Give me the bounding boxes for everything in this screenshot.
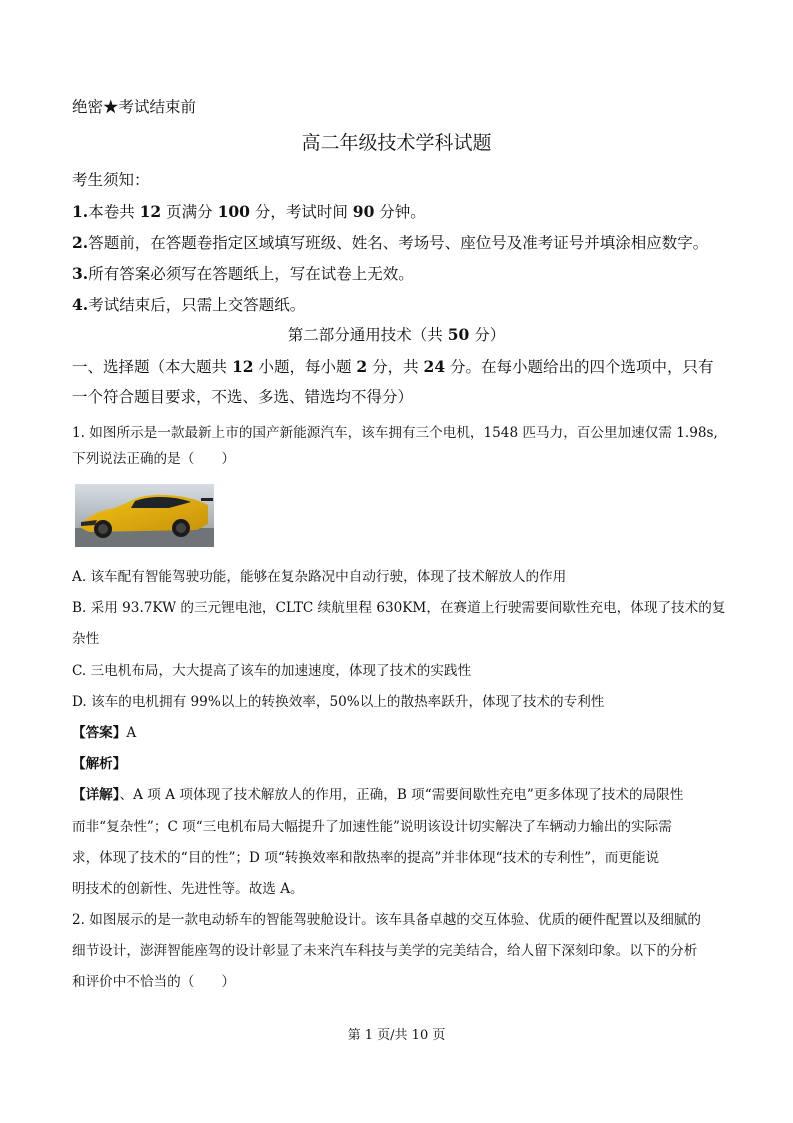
q1-detail-line-1 xyxy=(72,783,683,803)
section-title xyxy=(0,323,793,345)
q1-option-a: A. 该车配有智能驾驶功能，能够在复杂路况中自动行驶，体现了技术解放人的作用 xyxy=(72,569,567,585)
notice-num: 3. xyxy=(72,264,89,283)
answer-value: A xyxy=(126,725,137,741)
notice-text: 本卷共 xyxy=(88,203,140,221)
notice-item-3 xyxy=(72,262,414,284)
page-footer: 第 1 页/共 10 页 xyxy=(347,1028,446,1043)
notice-item-4 xyxy=(72,293,305,315)
notice-bold: 90 xyxy=(352,202,375,221)
q2-stem-line-1: 2. 如图展示的是一款电动轿车的智能驾驶舱设计。该车具备卓越的交互体验、优质的硬件配置以及细腻的 xyxy=(72,912,702,928)
q1-option-c: C. 三电机布局，大大提高了该车的加速速度，体现了技术的实践性 xyxy=(72,663,472,679)
q1-option-b-line-2: 杂性 xyxy=(72,631,100,647)
intro-text: 分。在每小题给出的四个选项中，只有 xyxy=(445,358,714,376)
intro-bold: 2 xyxy=(356,357,368,376)
part-intro-line-1 xyxy=(72,355,714,377)
notice-heading: 考生须知： xyxy=(72,171,150,189)
q2-stem-line-3: 和评价中不恰当的（ ） xyxy=(72,974,236,990)
intro-text: 一、选择题（本大题共 xyxy=(72,358,232,376)
notice-item-2 xyxy=(72,231,708,253)
q1-answer xyxy=(72,721,136,741)
intro-bold: 12 xyxy=(231,357,254,376)
section-text: 第二部分通用技术（共 xyxy=(287,326,448,344)
page-title: 高二年级技术学科试题 xyxy=(301,132,492,154)
q1-stem-line-2: 下列说法正确的是（ ） xyxy=(72,451,236,467)
notice-item-1 xyxy=(72,200,426,222)
car-illustration xyxy=(75,484,214,547)
notice-bold: 100 xyxy=(217,202,250,221)
section-text: 分） xyxy=(469,326,506,344)
q1-detail-line-2: 而非“复杂性”；C 项“三电机布局大幅提升了加速性能”说明该设计切实解决了车辆动力输出的实际需 xyxy=(72,819,672,835)
answer-label: 【答案】 xyxy=(72,725,127,741)
notice-text: 考试结束后，只需上交答题纸。 xyxy=(88,296,306,314)
notice-text: 分钟。 xyxy=(374,203,426,221)
notice-num: 4. xyxy=(72,295,89,314)
q1-detail-line-3: 求，体现了技术的“目的性”；D 项“转换效率和散热率的提高”并非体现“技术的专利性”，而更能说 xyxy=(72,850,660,866)
notice-text: 分，考试时间 xyxy=(249,203,353,221)
notice-text: 答题前，在答题卷指定区域填写班级、姓名、考场号、座位号及准考证号并填涂相应数字。 xyxy=(88,234,709,252)
q1-option-d: D. 该车的电机拥有 99%以上的转换效率，50%以上的散热率跃升，体现了技术的专利性 xyxy=(72,694,605,710)
notice-num: 2. xyxy=(72,233,89,252)
notice-bold: 12 xyxy=(139,202,162,221)
car-photo xyxy=(75,484,214,547)
confidential-mark: 绝密★考试结束前 xyxy=(72,98,197,116)
q2-stem-line-2: 细节设计，澎湃智能座驾的设计彰显了未来汽车科技与美学的完美结合，给人留下深刻印象。以下的分析 xyxy=(72,943,698,959)
q1-analysis-label: 【解析】 xyxy=(72,756,127,772)
detail-label: 【详解】 xyxy=(72,787,120,803)
part-intro-line-2: 一个符合题目要求，不选、多选、错选均不得分） xyxy=(72,388,414,406)
q1-detail-line-4: 明技术的创新性、先进性等。故选 A。 xyxy=(72,881,304,897)
intro-bold: 24 xyxy=(423,357,446,376)
q1-option-b-line-1: B. 采用 93.7KW 的三元锂电池，CLTC 续航里程 630KM，在赛道上行驶需要间歇性充电，体现了技术的复 xyxy=(72,600,726,616)
intro-text: 分，共 xyxy=(367,358,424,376)
q1-stem-line-1: 1. 如图所示是一款最新上市的国产新能源汽车，该车拥有三个电机，1548 匹马力，百公里加速仅需 1.98s, xyxy=(72,425,718,441)
section-score: 50 xyxy=(447,325,470,344)
notice-text: 所有答案必须写在答题纸上，写在试卷上无效。 xyxy=(88,265,414,283)
detail-text: 、A 项 A 项体现了技术解放人的作用，正确，B 项“需要间歇性充电”更多体现了技术的局限性 xyxy=(119,787,684,803)
notice-text: 页满分 xyxy=(161,203,218,221)
notice-num: 1. xyxy=(72,202,89,221)
intro-text: 小题，每小题 xyxy=(253,358,357,376)
